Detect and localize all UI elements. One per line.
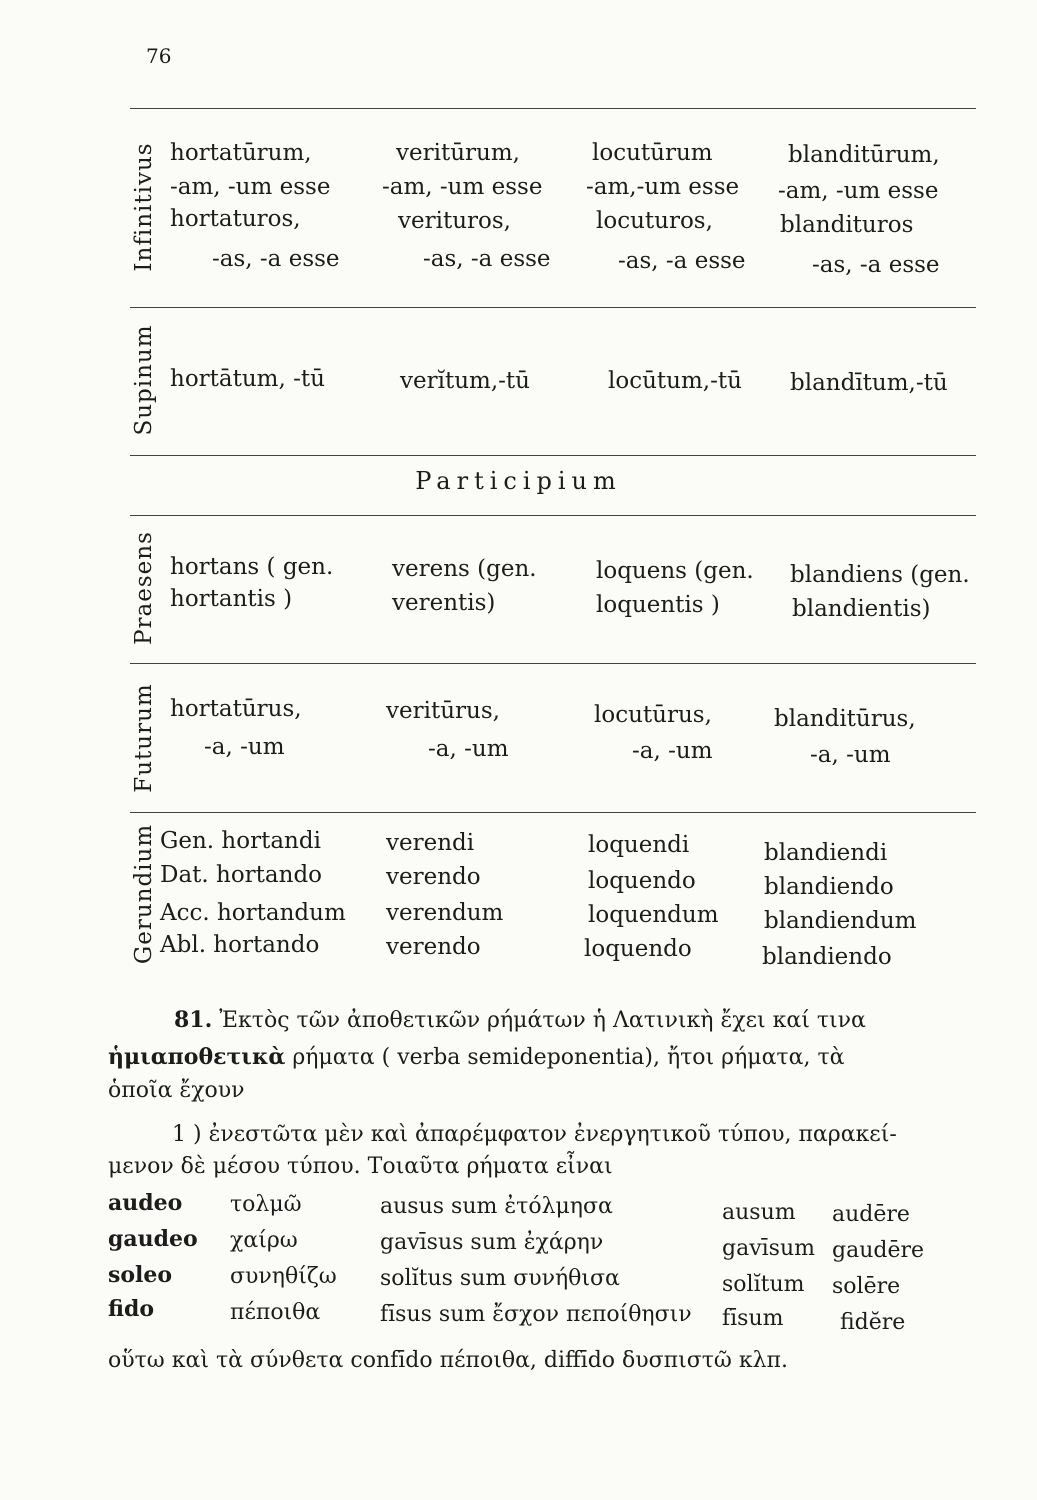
verb-infinitive: gaudēre [832,1238,925,1263]
table-cell: Dat. hortando [160,862,323,888]
verb-perfect: ausus sum ἐτόλμησα [380,1194,613,1219]
verb-latin: fido [108,1296,155,1322]
paragraph-line-2 [108,1042,844,1073]
table-cell: -as, -a esse [423,246,551,272]
verb-perfect: solĭtus sum συνήθισα [380,1266,620,1291]
table-cell: Abl. hortando [160,932,320,958]
paragraph-line-2-text: ρήματα ( verba semideponentia), ἤτοι ρήματα, τὰ [285,1045,845,1070]
table-cell: verĭtum,-tū [400,368,530,394]
table-cell: hortaturos, [170,206,301,232]
verb-perfect: fīsus sum ἔσχον πεποίθησιν [380,1302,692,1327]
section-label-supinum: Supinum [131,324,157,436]
closing-line: οὕτω καὶ τὰ σύνθετα confīdo πέποιθα, diffīdo δυσπιστῶ κλπ. [108,1348,789,1373]
verb-infinitive: solēre [832,1274,901,1299]
verb-infinitive: fidĕre [840,1310,906,1335]
rule-after-supinum [130,455,976,456]
verb-perfect: gavīsus sum ἐχάρην [380,1230,604,1255]
paragraph-line-5: μενον δὲ μέσου τύπου. Τοιαῦτα ρήματα εἶναι [108,1154,613,1179]
verb-latin: soleo [108,1262,173,1288]
verb-supine: ausum [722,1200,796,1225]
table-cell: blandiens (gen. [790,562,970,588]
rule-top [130,108,976,109]
verb-supine: gavīsum [722,1236,815,1261]
table-cell: -a, -um [204,734,285,760]
verb-latin: gaudeo [108,1226,198,1252]
table-cell: loquendum [588,902,719,928]
table-cell: loquendo [584,936,692,962]
table-cell: locutūrum [592,140,713,166]
table-cell: verendum [386,900,504,926]
table-cell: -am, -um esse [170,174,331,200]
verb-greek: χαίρω [230,1228,298,1253]
section-label-gerundium: Gerundium [131,823,157,965]
table-cell: blandituros [780,212,914,238]
table-cell: blandiendum [764,908,917,934]
paragraph-line-1-text: Ἐκτὸς τῶν ἀποθετικῶν ρήμάτων ἡ Λατινικὴ ἔχει καί τινα [212,1008,866,1033]
table-cell: verendo [386,864,481,890]
table-cell: blandiendi [764,840,888,866]
section-label-futurum: Futurum [131,683,157,793]
table-cell: -a, -um [810,742,891,768]
section-label-praesens: Praesens [131,531,157,645]
paragraph-number: 81. [174,1007,213,1033]
table-cell: loquendi [588,832,690,858]
paragraph-line-3: ὁποῖα ἔχουν [108,1078,245,1103]
table-cell: blanditūrum, [788,142,940,168]
table-cell: loquentis ) [596,592,720,618]
page-number: 76 [146,44,172,68]
table-cell: -am,-um esse [586,174,740,200]
table-cell: verituros, [398,208,511,234]
verb-greek: συνηθίζω [230,1264,337,1289]
verb-latin: audeo [108,1190,183,1216]
table-cell: locūtum,-tū [608,368,742,394]
table-cell: verendo [386,934,481,960]
rule-after-futurum [130,812,976,813]
table-cell: hortatūrum, [170,140,312,166]
table-cell: hortans ( gen. [170,554,334,580]
verb-infinitive: audēre [832,1202,910,1227]
table-cell: Gen. hortandi [160,828,321,854]
paragraph-line-4: 1 ) ἐνεστῶτα μὲν καὶ ἀπαρέμφατον ἐνεργητικοῦ τύπου, παρακεί- [172,1122,897,1147]
table-cell: blandiendo [764,874,894,900]
table-cell: veritūrus, [386,698,500,724]
table-cell: blandientis) [792,596,931,622]
table-cell: -as, -a esse [212,246,340,272]
section-label-infinitivus: Infinitivus [131,142,157,272]
rule-after-praesens [130,663,976,664]
table-cell: locutūrus, [594,702,712,728]
table-cell: verens (gen. [392,556,537,582]
paragraph-bold-term: ἡμιαποθετικὰ [108,1044,286,1070]
table-cell: -as, -a esse [812,252,940,278]
table-cell: blanditūrus, [774,706,916,732]
table-cell: blandītum,-tū [790,370,948,396]
table-cell: -am, -um esse [778,178,939,204]
table-cell: loquens (gen. [596,558,754,584]
table-cell: verentis) [392,590,496,616]
paragraph-line-1 [174,1005,866,1036]
rule-after-infinitivus [130,307,976,308]
table-cell: -a, -um [632,738,713,764]
table-cell: hortatūrus, [170,696,302,722]
table-cell: -a, -um [428,736,509,762]
participium-title: Participium [415,467,622,495]
table-cell: veritūrum, [396,140,520,166]
verb-supine: fīsum [722,1306,784,1331]
table-cell: blandiendo [762,944,892,970]
verb-supine: solĭtum [722,1272,805,1297]
verb-greek: τολμῶ [230,1192,302,1217]
table-cell: hortantis ) [170,586,293,612]
table-cell: loquendo [588,868,696,894]
table-cell: locuturos, [596,208,713,234]
table-cell: -am, -um esse [382,174,543,200]
table-cell: hortātum, -tū [170,366,325,392]
table-cell: verendi [386,830,475,856]
rule-after-participium-title [130,515,976,516]
verb-greek: πέποιθα [230,1300,321,1325]
table-cell: -as, -a esse [618,248,746,274]
table-cell: Acc. hortandum [160,900,346,926]
